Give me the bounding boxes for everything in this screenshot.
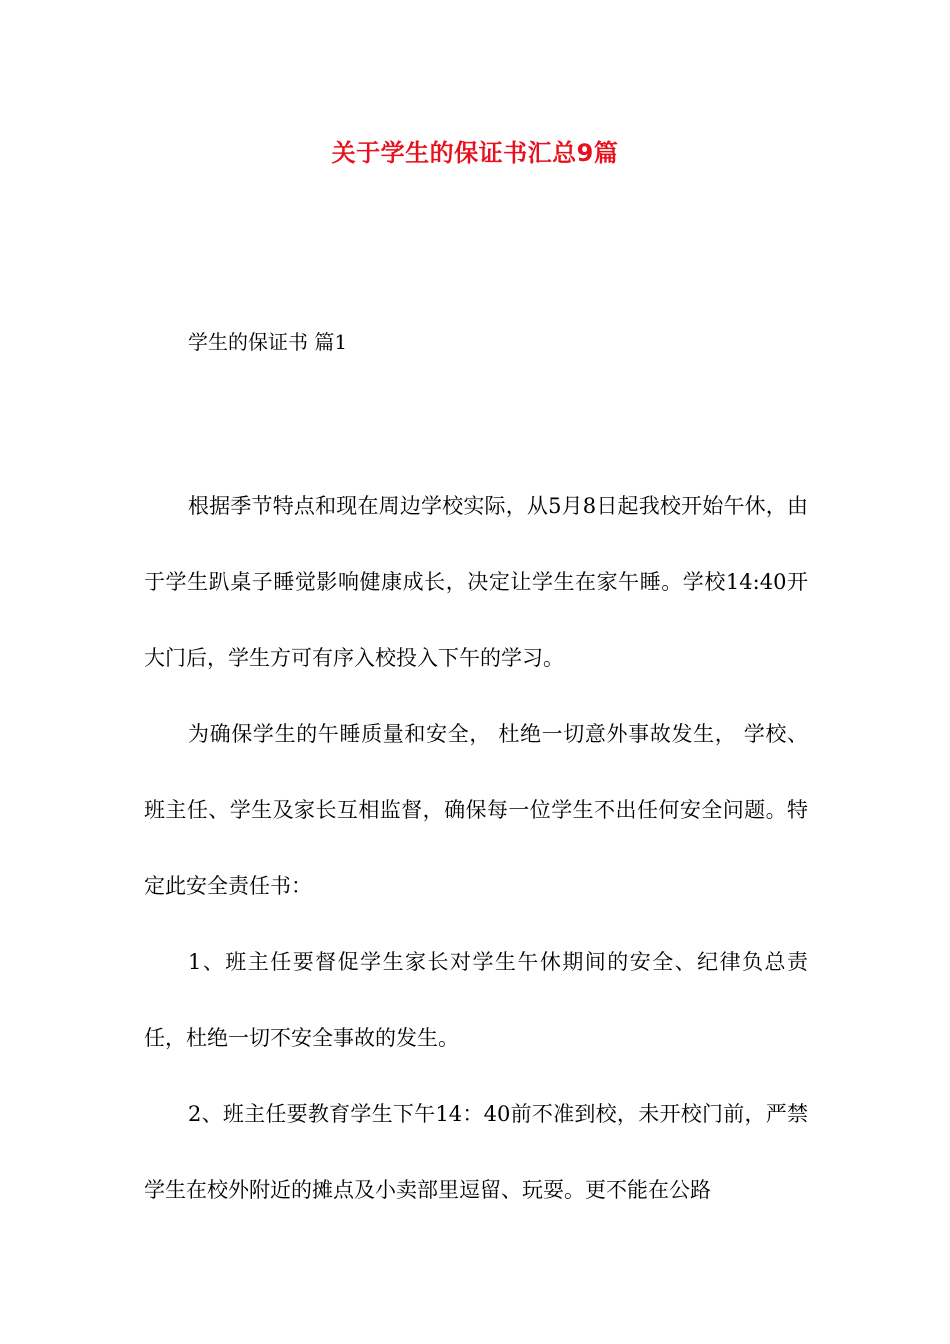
paragraph: 根据季节特点和现在周边学校实际，从5月8日起我校开始午休，由于学生趴桌子睡觉影响健康成长，决定让学生在家午睡。学校14:40开大门后，学生方可有序入校投入下午的学习。	[144, 494, 808, 670]
paragraph: 1、班主任要督促学生家长对学生午休期间的安全、纪律负总责任，杜绝一切不安全事故的发生。	[144, 950, 808, 1050]
document-title: 关于学生的保证书汇总9篇	[331, 139, 619, 167]
paragraph: 为确保学生的午睡质量和安全， 杜绝一切意外事故发生， 学校、 班主任、学生及家长互相监督，确保每一位学生不出任何安全问题。特定此安全责任书：	[144, 722, 808, 898]
document-body	[144, 468, 808, 1228]
section-heading: 学生的保证书 篇1	[188, 330, 348, 354]
paragraph: 2、班主任要教育学生下午14：40前不准到校，未开校门前，严禁学生在校外附近的摊点及小卖部里逗留、玩耍。更不能在公路	[144, 1102, 808, 1202]
